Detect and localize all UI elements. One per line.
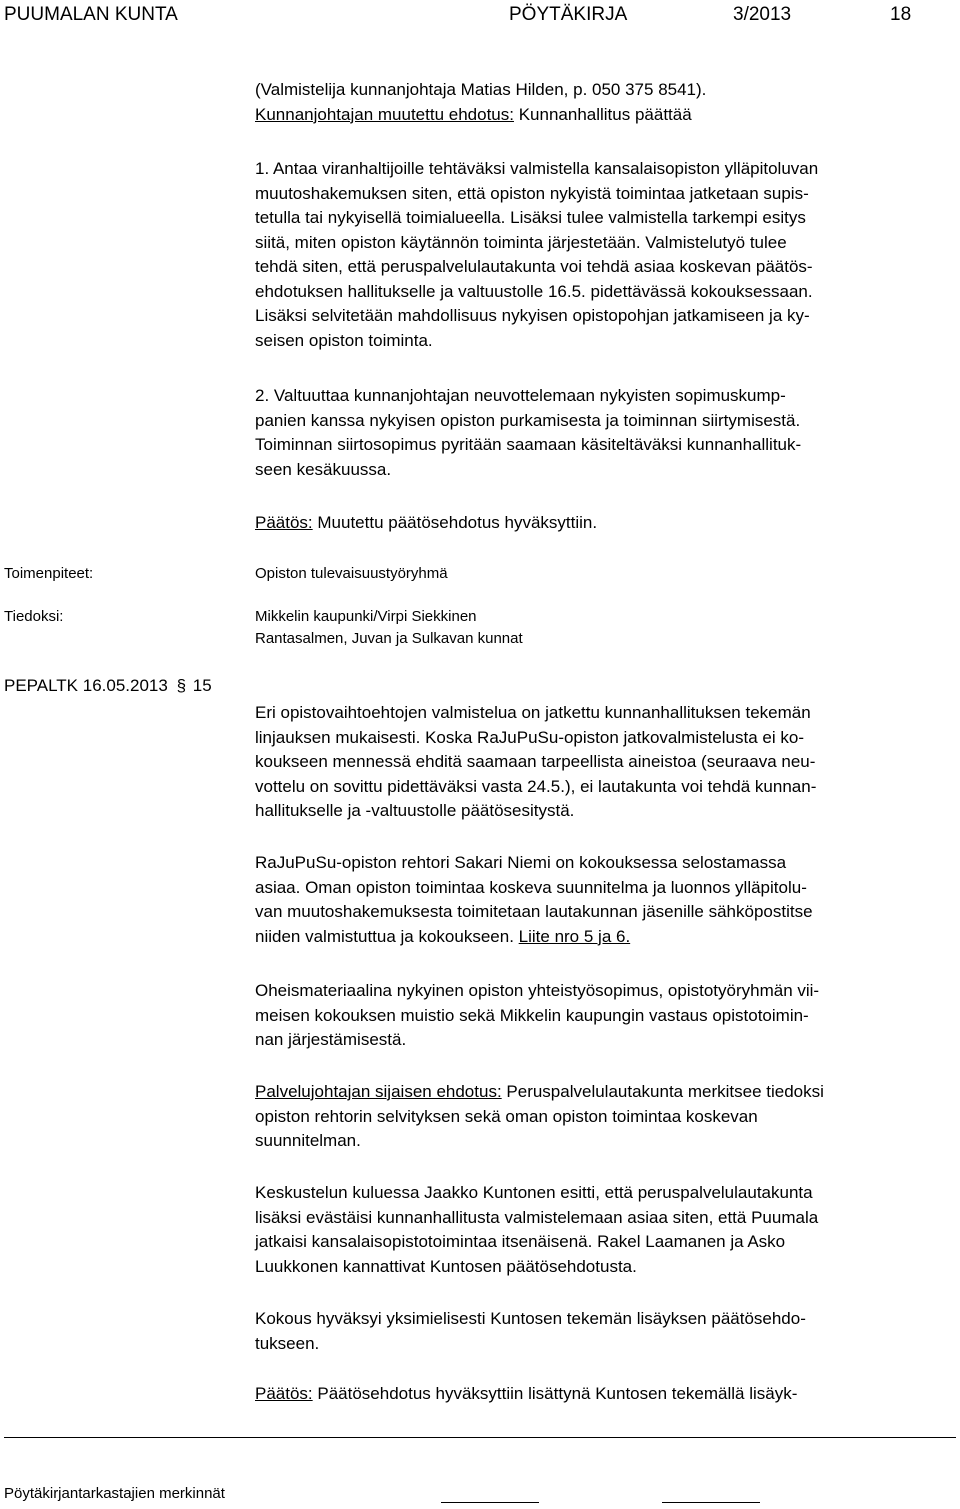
section-ref-text: PEPALTK 16.05.2013 <box>4 676 168 695</box>
proposal-rest: Kunnanhallitus päättää <box>513 104 692 124</box>
item-1-line: siitä, miten opiston käytännön toiminta järjestetään. Valmistelutyö tulee <box>255 232 787 252</box>
paragraph-line: hallitukselle ja -valtuustolle päätösesitystä. <box>255 801 575 820</box>
footer-rule <box>4 1437 956 1438</box>
footer-label: Pöytäkirjantarkastajien merkinnät <box>4 1485 225 1502</box>
doc-type: PÖYTÄKIRJA <box>509 4 628 25</box>
paragraph-3 <box>255 979 960 1053</box>
item-1 <box>255 157 960 353</box>
decision-1 <box>255 511 960 536</box>
item-2-line: Toiminnan siirtosopimus pyritään saamaan käsiteltäväksi kunnanhallituk- <box>255 435 802 454</box>
paragraph-line: asiaa. Oman opiston toimintaa koskeva suunnitelma ja luonnos ylläpitolu- <box>255 877 807 897</box>
intro-block <box>255 78 960 127</box>
paragraph-line: opiston rehtorin selvityksen sekä oman opiston toimintaa koskevan <box>255 1106 758 1126</box>
item-1-line: Lisäksi selvitetään mahdollisuus nykyisen opistopohjan jatkamiseen ja ky- <box>255 306 810 325</box>
actions-label: Toimenpiteet: <box>4 565 94 582</box>
section-number: 15 <box>192 676 212 695</box>
item-2-line: panien kanssa nykyisen opiston purkamisesta ja toiminnan siirtymisestä. <box>255 410 801 430</box>
paragraph-line: linjauksen mukaisesti. Koska RaJuPuSu-opiston jatkovalmistelusta ei ko- <box>255 727 804 747</box>
item-1-line: tetulla tai nykyisellä toimialueella. Lisäksi tulee valmistella tarkempi esitys <box>255 208 806 227</box>
item-2 <box>255 384 960 482</box>
paragraph-line: Luukkonen kannattivat Kuntosen päätösehdotusta. <box>255 1256 637 1276</box>
doc-number: 3/2013 <box>733 4 792 25</box>
info-recipient: Rantasalmen, Juvan ja Sulkavan kunnat <box>255 630 523 647</box>
item-2-line: seen kesäkuussa. <box>255 459 392 479</box>
page-number: 18 <box>890 4 912 25</box>
decision-2-text: Päätösehdotus hyväksyttiin lisättynä Kuntosen tekemällä lisäyk- <box>312 1384 798 1403</box>
paragraph-line: koukseen mennessä ehditä saamaan tarpeellista aineistoa (seuraava neu- <box>255 752 816 771</box>
signature-line <box>662 1502 760 1503</box>
paragraph-line: RaJuPuSu-opiston rehtori Sakari Niemi on kokouksessa selostamassa <box>255 853 787 872</box>
paragraph-line: Keskustelun kuluessa Jaakko Kuntonen esitti, että peruspalvelulautakunta <box>255 1183 813 1202</box>
actions-value: Opiston tulevaisuustyöryhmä <box>255 565 448 582</box>
item-1-line: ehdotuksen hallitukselle ja valtuustolle 16.5. pidettävässä kokouksessaan. <box>255 281 813 301</box>
paragraph-5 <box>255 1181 960 1279</box>
paragraph-2 <box>255 851 960 949</box>
paragraph-line: meisen kokouksen muistio sekä Mikkelin kaupungin vastaus opistotoimin- <box>255 1005 809 1025</box>
section-symbol: § <box>176 676 187 695</box>
signature-line <box>441 1502 539 1503</box>
info-label: Tiedoksi: <box>4 608 64 625</box>
paragraph-line: niiden valmistuttua ja kokoukseen. Liite nro 5 ja 6. <box>255 926 631 946</box>
paragraph-line: Oheismateriaalina nykyinen opiston yhteistyösopimus, opistotyöryhmän vii- <box>255 981 820 1000</box>
proposal-label: Palvelujohtajan sijaisen ehdotus: <box>255 1082 502 1101</box>
item-2-line: 2. Valtuuttaa kunnanjohtajan neuvottelemaan nykyisten sopimuskump- <box>255 386 786 405</box>
decision-2 <box>255 1382 960 1407</box>
item-1-line: 1. Antaa viranhaltijoille tehtäväksi valmistella kansalaisopiston ylläpitoluvan <box>255 159 819 178</box>
proposal-label: Kunnanjohtajan muutettu ehdotus: <box>255 104 514 124</box>
proposal-line <box>255 103 960 128</box>
decision-1-text: Muutettu päätösehdotus hyväksyttiin. <box>312 513 598 532</box>
attachment-link[interactable]: Liite nro 5 ja 6. <box>518 926 631 946</box>
preparer-line: (Valmistelija kunnanjohtaja Matias Hilden, p. 050 375 8541). <box>255 80 707 99</box>
paragraph-line: suunnitelman. <box>255 1131 361 1150</box>
decision-2-label: Päätös: <box>255 1384 313 1403</box>
paragraph-line: nan järjestämisestä. <box>255 1030 407 1049</box>
paragraph-line: Eri opistovaihtoehtojen valmistelua on jatkettu kunnanhallituksen tekemän <box>255 703 811 722</box>
org-name: PUUMALAN KUNTA <box>4 4 178 25</box>
paragraph-1 <box>255 701 960 824</box>
decision-1-label: Päätös: <box>255 513 313 532</box>
item-1-line: muutoshakemuksen siten, että opiston nykyistä toimintaa jatketaan supis- <box>255 183 809 203</box>
info-recipient: Mikkelin kaupunki/Virpi Siekkinen <box>255 608 477 625</box>
section-reference <box>4 676 212 696</box>
paragraph-line: lisäksi evästäisi kunnanhallitusta valmistelemaan asiaa siten, että Puumala <box>255 1207 819 1227</box>
paragraph-line: Kokous hyväksyi yksimielisesti Kuntosen tekemän lisäyksen päätösehdo- <box>255 1309 806 1328</box>
paragraph-line: tukseen. <box>255 1333 320 1353</box>
paragraph-line: jatkaisi kansalaisopistotoimintaa itsenäisenä. Rakel Laamanen ja Asko <box>255 1232 786 1251</box>
paragraph-line: vottelu on sovittu pidettäväksi vasta 24.5.), ei lautakunta voi tehdä kunnan- <box>255 776 817 796</box>
paragraph-line: van muutoshakemuksesta toimitetaan lautakunnan jäsenille sähköpostitse <box>255 902 813 921</box>
item-1-line: tehdä siten, että peruspalvelulautakunta voi tehdä asiaa koskevan päätös- <box>255 257 813 276</box>
paragraph-4: Palvelujohtajan sijaisen ehdotus: Peruspalvelulautakunta merkitsee tiedoksi opiston rehtorin selvityksen sekä oman opiston toimintaa koskevan suunnitelman. <box>255 1080 960 1154</box>
item-1-line: seisen opiston toiminta. <box>255 330 433 350</box>
paragraph-6 <box>255 1307 960 1356</box>
